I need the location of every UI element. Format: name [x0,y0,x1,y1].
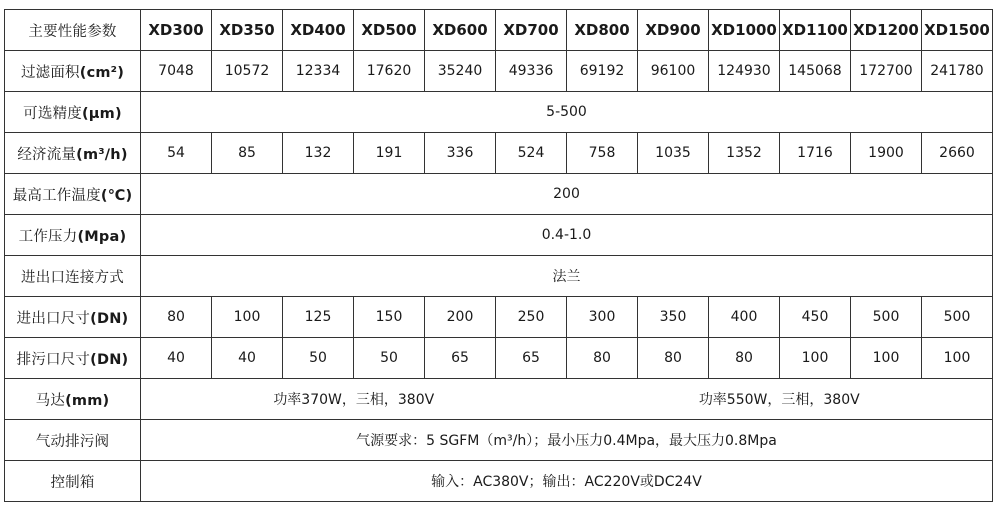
model-xd300: XD300 [141,10,212,51]
table-cell: 336 [425,133,496,174]
table-cell: 1352 [709,133,780,174]
table-cell: 125 [283,297,354,338]
model-xd400: XD400 [283,10,354,51]
table-cell: 1900 [851,133,922,174]
table-cell: 100 [922,338,993,379]
valve-value: 气源要求：5 SGFM（m³/h）；最小压力0.4Mpa，最大压力0.8Mpa [141,420,993,461]
table-cell: 49336 [496,51,567,92]
inlet-size-label: 进出口尺寸(DN) [5,297,141,338]
table-cell: 35240 [425,51,496,92]
table-cell: 241780 [922,51,993,92]
model-xd700: XD700 [496,10,567,51]
table-cell: 10572 [212,51,283,92]
flow-row [5,133,993,174]
table-cell: 450 [780,297,851,338]
control-box-value: 输入：AC380V；输出：AC220V或DC24V [141,461,993,502]
table-cell: 300 [567,297,638,338]
max-temp-label: 最高工作温度(℃) [5,174,141,215]
spec-table [4,9,993,502]
table-cell: 80 [709,338,780,379]
motor-label: 马达(mm) [5,379,141,420]
table-cell: 1716 [780,133,851,174]
motor-row [5,379,993,420]
model-xd350: XD350 [212,10,283,51]
table-cell: 85 [212,133,283,174]
table-cell: 758 [567,133,638,174]
max-temp-value: 200 [141,174,993,215]
table-cell: 500 [851,297,922,338]
filter-area-label: 过滤面积(cm²) [5,51,141,92]
model-xd1500: XD1500 [922,10,993,51]
table-cell: 524 [496,133,567,174]
model-xd1000: XD1000 [709,10,780,51]
drain-size-row [5,338,993,379]
precision-value: 5-500 [141,92,993,133]
table-cell: 191 [354,133,425,174]
valve-label: 气动排污阀 [5,420,141,461]
table-cell: 200 [425,297,496,338]
table-cell: 172700 [851,51,922,92]
control-box-row [5,461,993,502]
table-cell: 100 [212,297,283,338]
flow-label: 经济流量(m³/h) [5,133,141,174]
model-xd1100: XD1100 [780,10,851,51]
pressure-value: 0.4-1.0 [141,215,993,256]
model-xd900: XD900 [638,10,709,51]
table-cell: 50 [354,338,425,379]
filter-area-row [5,51,993,92]
model-xd800: XD800 [567,10,638,51]
max-temp-row [5,174,993,215]
table-cell: 65 [496,338,567,379]
table-cell: 124930 [709,51,780,92]
header-label: 主要性能参数 [5,10,141,51]
valve-row [5,420,993,461]
model-xd500: XD500 [354,10,425,51]
table-cell: 80 [141,297,212,338]
table-cell: 500 [922,297,993,338]
motor-value-small: 功率370W，三相，380V [141,379,567,420]
pressure-row [5,215,993,256]
connection-row [5,256,993,297]
table-cell: 1035 [638,133,709,174]
table-cell: 100 [780,338,851,379]
table-cell: 17620 [354,51,425,92]
drain-size-label: 排污口尺寸(DN) [5,338,141,379]
table-cell: 400 [709,297,780,338]
precision-row [5,92,993,133]
header-row [5,10,993,51]
table-cell: 40 [141,338,212,379]
pressure-label: 工作压力(Mpa) [5,215,141,256]
table-cell: 2660 [922,133,993,174]
table-cell: 250 [496,297,567,338]
connection-label: 进出口连接方式 [5,256,141,297]
precision-label: 可选精度(μm) [5,92,141,133]
table-cell: 145068 [780,51,851,92]
table-cell: 132 [283,133,354,174]
table-cell: 69192 [567,51,638,92]
table-cell: 80 [638,338,709,379]
table-cell: 100 [851,338,922,379]
model-xd600: XD600 [425,10,496,51]
table-cell: 12334 [283,51,354,92]
inlet-size-row [5,297,993,338]
table-cell: 65 [425,338,496,379]
table-cell: 7048 [141,51,212,92]
table-cell: 50 [283,338,354,379]
model-xd1200: XD1200 [851,10,922,51]
table-cell: 350 [638,297,709,338]
table-cell: 150 [354,297,425,338]
connection-value: 法兰 [141,256,993,297]
table-cell: 96100 [638,51,709,92]
table-cell: 80 [567,338,638,379]
table-cell: 54 [141,133,212,174]
motor-value-large: 功率550W，三相，380V [567,379,993,420]
control-box-label: 控制箱 [5,461,141,502]
table-cell: 40 [212,338,283,379]
